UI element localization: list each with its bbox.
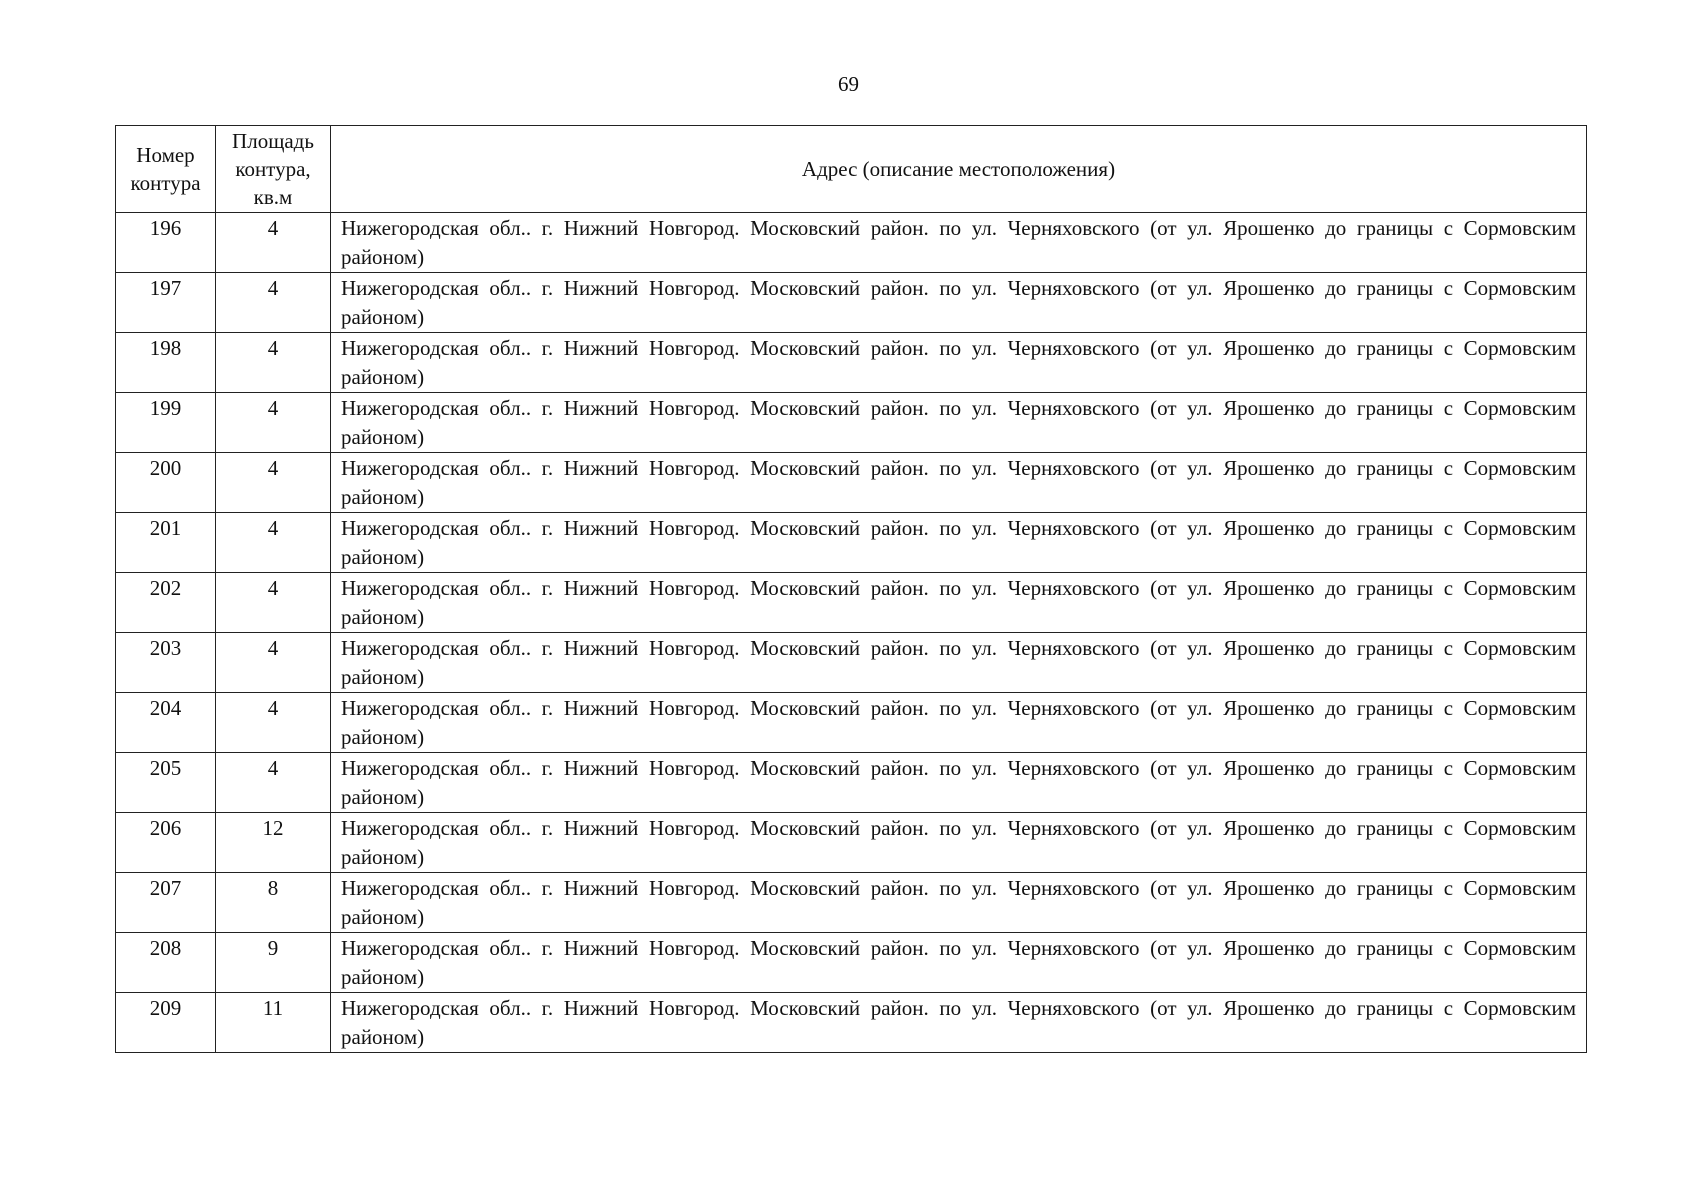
cell-area: 8 xyxy=(216,873,331,933)
cell-area: 4 xyxy=(216,513,331,573)
cell-area: 12 xyxy=(216,813,331,873)
table-row xyxy=(116,753,1587,813)
cell-number: 202 xyxy=(116,573,216,633)
cell-number: 197 xyxy=(116,273,216,333)
header-number: Номер контура xyxy=(116,126,216,213)
table-header xyxy=(116,126,1587,213)
cell-area: 11 xyxy=(216,993,331,1053)
cell-area: 4 xyxy=(216,213,331,273)
cell-number: 205 xyxy=(116,753,216,813)
cell-area: 4 xyxy=(216,393,331,453)
cell-address: Нижегородская обл.. г. Нижний Новгород. Московский район. по ул. Черняховского (от ул. Ярошенко до границы с Сормовским районом) xyxy=(331,333,1587,393)
cell-number: 198 xyxy=(116,333,216,393)
cell-number: 200 xyxy=(116,453,216,513)
table-row xyxy=(116,633,1587,693)
cell-area: 4 xyxy=(216,753,331,813)
page-number: 69 xyxy=(838,72,859,96)
table-row xyxy=(116,333,1587,393)
table-row xyxy=(116,453,1587,513)
cell-number: 199 xyxy=(116,393,216,453)
cell-area: 4 xyxy=(216,333,331,393)
header-area: Площадь контура, кв.м xyxy=(216,126,331,213)
cell-area: 4 xyxy=(216,453,331,513)
cell-address: Нижегородская обл.. г. Нижний Новгород. Московский район. по ул. Черняховского (от ул. Ярошенко до границы с Сормовским районом) xyxy=(331,993,1587,1053)
cell-address: Нижегородская обл.. г. Нижний Новгород. Московский район. по ул. Черняховского (от ул. Ярошенко до границы с Сормовским районом) xyxy=(331,693,1587,753)
cell-area: 9 xyxy=(216,933,331,993)
cell-address: Нижегородская обл.. г. Нижний Новгород. Московский район. по ул. Черняховского (от ул. Ярошенко до границы с Сормовским районом) xyxy=(331,873,1587,933)
table-row xyxy=(116,813,1587,873)
cell-address: Нижегородская обл.. г. Нижний Новгород. Московский район. по ул. Черняховского (от ул. Ярошенко до границы с Сормовским районом) xyxy=(331,933,1587,993)
cell-area: 4 xyxy=(216,573,331,633)
cell-number: 203 xyxy=(116,633,216,693)
cell-address: Нижегородская обл.. г. Нижний Новгород. Московский район. по ул. Черняховского (от ул. Ярошенко до границы с Сормовским районом) xyxy=(331,813,1587,873)
cell-address: Нижегородская обл.. г. Нижний Новгород. Московский район. по ул. Черняховского (от ул. Ярошенко до границы с Сормовским районом) xyxy=(331,273,1587,333)
table-row xyxy=(116,273,1587,333)
cell-address: Нижегородская обл.. г. Нижний Новгород. Московский район. по ул. Черняховского (от ул. Ярошенко до границы с Сормовским районом) xyxy=(331,393,1587,453)
table-row xyxy=(116,933,1587,993)
cell-address: Нижегородская обл.. г. Нижний Новгород. Московский район. по ул. Черняховского (от ул. Ярошенко до границы с Сормовским районом) xyxy=(331,633,1587,693)
cell-area: 4 xyxy=(216,273,331,333)
cell-number: 209 xyxy=(116,993,216,1053)
table-row xyxy=(116,873,1587,933)
cell-address: Нижегородская обл.. г. Нижний Новгород. Московский район. по ул. Черняховского (от ул. Ярошенко до границы с Сормовским районом) xyxy=(331,573,1587,633)
cell-address: Нижегородская обл.. г. Нижний Новгород. Московский район. по ул. Черняховского (от ул. Ярошенко до границы с Сормовским районом) xyxy=(331,513,1587,573)
cell-area: 4 xyxy=(216,633,331,693)
table-body xyxy=(116,213,1587,1053)
header-address: Адрес (описание местоположения) xyxy=(331,126,1587,213)
table-row xyxy=(116,573,1587,633)
cell-address: Нижегородская обл.. г. Нижний Новгород. Московский район. по ул. Черняховского (от ул. Ярошенко до границы с Сормовским районом) xyxy=(331,213,1587,273)
cell-area: 4 xyxy=(216,693,331,753)
cell-number: 207 xyxy=(116,873,216,933)
cell-number: 208 xyxy=(116,933,216,993)
cell-address: Нижегородская обл.. г. Нижний Новгород. Московский район. по ул. Черняховского (от ул. Ярошенко до границы с Сормовским районом) xyxy=(331,453,1587,513)
cell-number: 201 xyxy=(116,513,216,573)
table-row xyxy=(116,213,1587,273)
header-row xyxy=(116,126,1587,213)
cell-number: 204 xyxy=(116,693,216,753)
cell-number: 196 xyxy=(116,213,216,273)
table-row xyxy=(116,693,1587,753)
cell-address: Нижегородская обл.. г. Нижний Новгород. Московский район. по ул. Черняховского (от ул. Ярошенко до границы с Сормовским районом) xyxy=(331,753,1587,813)
cell-number: 206 xyxy=(116,813,216,873)
contour-table xyxy=(115,125,1587,1053)
table-row xyxy=(116,393,1587,453)
table-row xyxy=(116,513,1587,573)
table-row xyxy=(116,993,1587,1053)
